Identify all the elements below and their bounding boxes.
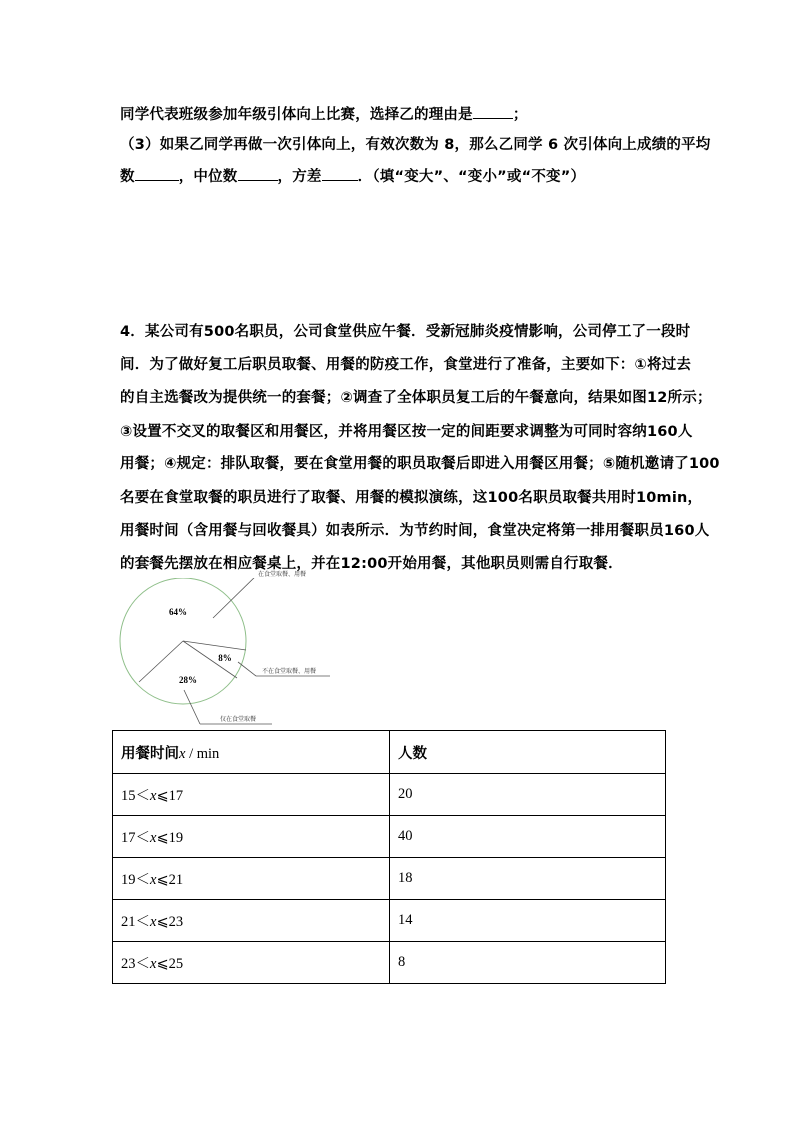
text: 同学代表班级参加年级引体向上比赛，选择乙的理由是: [120, 107, 473, 123]
question-4-line-7: 用餐时间（含用餐与回收餐具）如表所示．为节约时间，食堂决定将第一排用餐职员160人: [120, 523, 710, 539]
slice-label-8: 8%: [218, 653, 232, 663]
text: ，方差: [277, 169, 322, 185]
table-row: 21＜x⩽23 14: [113, 900, 666, 942]
table-row: 23＜x⩽25 8: [113, 942, 666, 984]
answer-blank-median[interactable]: [238, 166, 278, 181]
answer-blank-variance[interactable]: [322, 166, 358, 181]
slice-label-28: 28%: [179, 675, 197, 685]
text: ；: [512, 107, 528, 123]
question-4-line-6: 名要在食堂取餐的职员进行了取餐、用餐的模拟演练，这100名职员取餐共用时10min，: [120, 490, 703, 506]
prev-question-line-2: （3）如果乙同学再做一次引体向上，有效次数为 8，那么乙同学 6 次引体向上成绩的平均: [120, 137, 711, 153]
question-4-line-2: 间．为了做好复工后职员取餐、用餐的防疫工作，食堂进行了准备，主要如下：①将过去: [120, 357, 692, 373]
answer-blank[interactable]: [473, 104, 513, 119]
question-4-line-1: 4．某公司有500名职员，公司食堂供应午餐．受新冠肺炎疫情影响，公司停工了一段时: [120, 324, 691, 340]
text: ，中位数: [178, 169, 238, 185]
table-row: 15＜x⩽17 20: [113, 774, 666, 816]
question-4-line-4: ③设置不交叉的取餐区和用餐区，并将用餐区按一定的间距要求调整为可同时容纳160人: [120, 424, 693, 440]
question-4-line-5: 用餐；④规定：排队取餐，要在食堂用餐的职员取餐后即进入用餐区用餐；⑤随机邀请了100: [120, 456, 720, 472]
table-header-row: [113, 731, 666, 774]
question-4-line-3: 的自主选餐改为提供统一的套餐；②调查了全体职员复工后的午餐意向，结果如图12所示；: [120, 390, 712, 406]
prev-question-line-1: [120, 103, 528, 124]
pie-chart: [110, 578, 350, 730]
answer-blank-mean[interactable]: [135, 166, 179, 181]
legend-not-in-canteen: 不在食堂取餐、用餐: [262, 669, 317, 675]
prev-question-line-3: [120, 165, 585, 186]
header-meal-time: 用餐时间x / min: [113, 731, 390, 774]
table-row: 17＜x⩽19 40: [113, 816, 666, 858]
pie-top-label: [200, 565, 400, 585]
legend-only-pickup: 仅在食堂取餐: [220, 717, 257, 723]
legend-in-canteen: 在食堂取餐、用餐: [258, 572, 307, 578]
meal-time-table: [112, 730, 666, 984]
question-4-line-8: 的套餐先摆放在相应餐桌上，并在12:00开始用餐，其他职员则需自行取餐．: [120, 556, 623, 572]
header-count: 人数: [390, 731, 666, 774]
slice-label-64: 64%: [169, 607, 187, 617]
text: 数: [120, 169, 135, 185]
text: ．（填“变大”、“变小”或“不变”）: [357, 169, 586, 185]
table-row: 19＜x⩽21 18: [113, 858, 666, 900]
